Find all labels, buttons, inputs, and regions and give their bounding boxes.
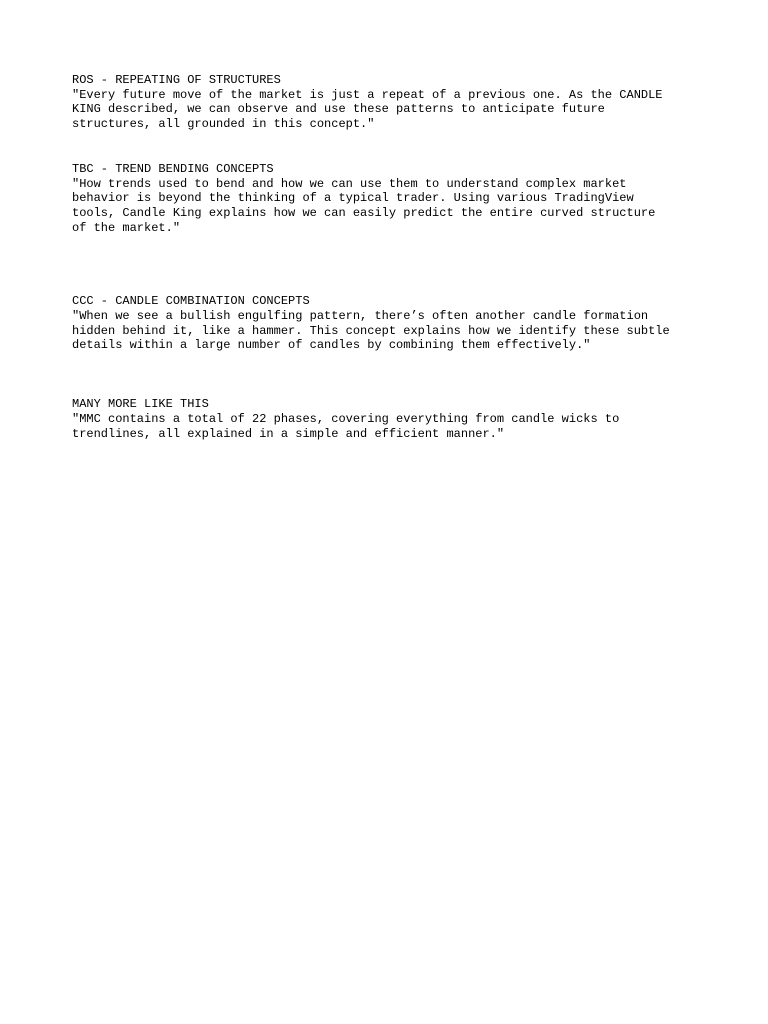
body-line: "Every future move of the market is just a repeat of a previous one. As the CANDLE (72, 87, 663, 102)
section-heading: CCC - CANDLE COMBINATION CONCEPTS (72, 294, 310, 309)
body-line: details within a large number of candles by combining them effectively." (72, 338, 591, 353)
body-line: of the market." (72, 220, 181, 235)
body-line: KING described, we can observe and use these patterns to anticipate future (72, 102, 605, 117)
section-tbc (72, 162, 712, 236)
section-ros (72, 73, 712, 132)
body-line: tools, Candle King explains how we can easily predict the entire curved structure (72, 205, 656, 220)
body-line: structures, all grounded in this concept." (72, 117, 375, 132)
document-page (72, 73, 712, 441)
body-line: hidden behind it, like a hammer. This concept explains how we identify these subtle (72, 323, 670, 338)
section-heading: ROS - REPEATING OF STRUCTURES (72, 73, 281, 87)
section-many-more (72, 397, 712, 441)
spacer (72, 235, 712, 294)
section-heading: MANY MORE LIKE THIS (72, 397, 209, 412)
section-ccc (72, 294, 712, 353)
body-line: "MMC contains a total of 22 phases, covering everything from candle wicks to (72, 411, 620, 426)
section-heading: TBC - TREND BENDING CONCEPTS (72, 161, 274, 176)
spacer (72, 132, 712, 162)
body-line: behavior is beyond the thinking of a typical trader. Using various TradingView (72, 191, 634, 206)
body-line: "How trends used to bend and how we can use them to understand complex market (72, 176, 627, 191)
body-line: trendlines, all explained in a simple and efficient manner." (72, 426, 505, 441)
spacer (72, 353, 712, 397)
body-line: "When we see a bullish engulfing pattern, there’s often another candle formation (72, 309, 649, 324)
